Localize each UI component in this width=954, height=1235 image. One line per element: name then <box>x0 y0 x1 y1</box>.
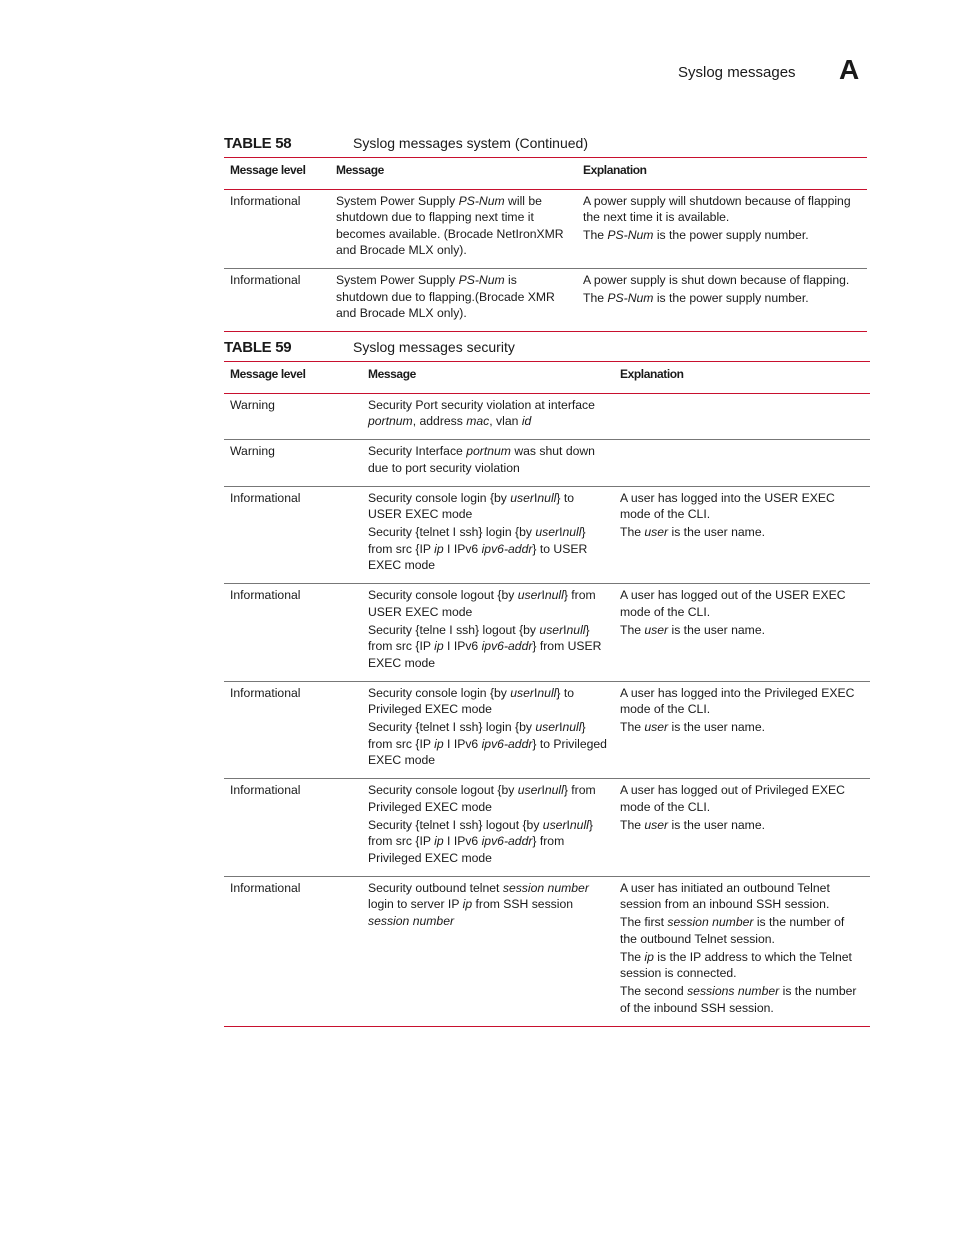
text-run: is the number of the inbound SSH session. <box>620 984 857 1015</box>
text-run: } from USER EXEC mode <box>368 588 596 619</box>
variable-text: null <box>569 817 589 832</box>
explanation-cell-paragraph <box>583 290 861 307</box>
text-run: , vlan <box>489 414 522 428</box>
variable-text: portnum <box>368 414 413 428</box>
variable-text: null <box>537 490 557 505</box>
variable-text: PS-Num <box>607 291 654 305</box>
text-run: I <box>534 685 538 700</box>
message-cell-paragraph <box>368 397 608 430</box>
variable-text: null <box>537 685 557 700</box>
text-run: } to USER EXEC mode <box>368 541 588 572</box>
variable-text: user <box>644 525 669 539</box>
table-row <box>224 486 870 584</box>
message-cell <box>330 269 577 332</box>
explanation-cell-paragraph <box>620 914 864 947</box>
text-run: A user has logged out of the USER EXEC mode of the CLI. <box>620 588 846 619</box>
message-level-cell: Warning <box>230 397 275 412</box>
text-run: is the user name. <box>668 622 765 637</box>
text-run: A user has initiated an outbound Telnet session from an inbound SSH session. <box>620 880 830 911</box>
table-row <box>224 189 867 269</box>
variable-text: mac <box>466 414 490 428</box>
variable-text: user <box>517 783 542 797</box>
text-run: is the IP address to which the Telnet session is connected. <box>620 949 852 980</box>
variable-text: ip <box>434 736 444 751</box>
variable-text: ip <box>462 897 473 911</box>
message-level-cell: Informational <box>230 588 301 602</box>
variable-text: session number <box>667 915 754 929</box>
message-cell-paragraph <box>368 622 608 672</box>
text-run: The <box>620 622 645 637</box>
table-row <box>224 584 870 682</box>
variable-text: null <box>562 720 582 734</box>
variable-text: user <box>644 622 669 637</box>
variable-text: session number <box>368 913 455 928</box>
column-header: Message <box>336 163 384 177</box>
explanation-cell <box>614 681 870 779</box>
table-row <box>224 876 870 1026</box>
variable-text: ip <box>644 949 654 964</box>
text-run: The <box>583 228 608 242</box>
text-run: Security console login {by <box>368 490 511 505</box>
variable-text: null <box>544 783 564 797</box>
table-title: Syslog messages security <box>353 339 515 355</box>
text-run: I <box>559 525 563 539</box>
explanation-cell <box>614 393 870 440</box>
variable-text: id <box>521 414 532 428</box>
message-level-cell: Informational <box>230 685 301 700</box>
text-run: The <box>620 949 645 964</box>
text-run: } from src {IP <box>368 720 586 751</box>
text-run: , address <box>412 414 467 428</box>
message-level-cell: Informational <box>230 273 301 287</box>
text-run: } from USER EXEC mode <box>368 639 602 670</box>
message-cell-paragraph <box>368 817 608 867</box>
column-header: Explanation <box>620 367 684 381</box>
variable-text: sessions number <box>687 984 780 998</box>
text-run: } from src {IP <box>368 622 590 653</box>
variable-text: PS-Num <box>607 228 654 242</box>
explanation-cell-paragraph <box>620 587 864 620</box>
table-label: TABLE 59 <box>224 339 292 356</box>
text-run: is the user name. <box>668 720 765 734</box>
text-run: is shutdown due to flapping.(Brocade XMR and Brocade MLX only). <box>336 273 555 320</box>
table-title: Syslog messages system (Continued) <box>353 135 588 151</box>
text-run: I IPv6 <box>443 639 482 653</box>
text-run: } from Privileged EXEC mode <box>368 783 596 814</box>
text-run: Security {telnet I ssh} login {by <box>368 525 536 539</box>
explanation-cell-paragraph <box>620 719 864 736</box>
text-run: I <box>541 783 545 797</box>
table-58-caption <box>224 135 588 152</box>
text-run: Security Interface <box>368 444 467 458</box>
text-run: } from src {IP <box>368 817 593 848</box>
explanation-cell-paragraph <box>620 782 864 815</box>
explanation-cell-paragraph <box>620 490 864 523</box>
variable-text: user <box>510 490 534 505</box>
table-row <box>224 269 867 332</box>
variable-text: user <box>539 622 564 637</box>
explanation-cell-paragraph <box>620 817 864 834</box>
explanation-cell-paragraph <box>583 227 861 244</box>
message-cell-paragraph <box>368 443 608 476</box>
message-cell-paragraph <box>368 490 608 523</box>
explanation-cell-paragraph <box>620 949 864 982</box>
message-level-cell: Informational <box>230 880 301 895</box>
variable-text: ipv6-addr <box>481 639 533 653</box>
message-cell-paragraph <box>368 524 608 574</box>
variable-text: ipv6-addr <box>481 541 533 556</box>
text-run: login to server IP <box>368 897 463 911</box>
text-run: The second <box>620 984 688 998</box>
table-58 <box>224 157 867 332</box>
text-run: is the user name. <box>668 817 765 832</box>
variable-text: ip <box>434 639 444 653</box>
variable-text: user <box>535 525 560 539</box>
text-run: Security {telnet I ssh} login {by <box>368 720 536 734</box>
text-run: will be shutdown due to flapping next time it becomes available. (Brocade NetIronXMR and Brocade MLX only). <box>336 193 564 257</box>
text-run: Security {telne I ssh} logout {by <box>368 622 540 637</box>
text-run: I IPv6 <box>443 736 482 751</box>
variable-text: user <box>542 817 567 832</box>
message-cell-paragraph <box>368 587 608 620</box>
message-level-cell: Informational <box>230 490 301 505</box>
text-run: I <box>563 622 567 637</box>
text-run: The <box>620 525 645 539</box>
column-header: Message level <box>230 163 306 177</box>
appendix-letter: A <box>839 54 860 85</box>
text-run: I IPv6 <box>443 541 482 556</box>
message-cell <box>362 584 614 682</box>
text-run: was shut down due to port security violation <box>368 444 595 475</box>
text-run: A user has logged out of Privileged EXEC mode of the CLI. <box>620 783 845 814</box>
table-row <box>224 393 870 440</box>
variable-text: ip <box>434 834 444 848</box>
text-run: A user has logged into the USER EXEC mode of the CLI. <box>620 490 835 521</box>
variable-text: user <box>644 720 669 734</box>
explanation-cell <box>614 440 870 487</box>
message-cell <box>362 486 614 584</box>
table-header-row <box>224 362 870 394</box>
explanation-cell-paragraph <box>620 524 864 541</box>
variable-text: user <box>535 720 560 734</box>
column-header: Message level <box>230 367 306 381</box>
message-cell <box>362 779 614 877</box>
message-cell-paragraph <box>368 685 608 718</box>
variable-text: user <box>510 685 534 700</box>
variable-text: PS-Num <box>458 273 505 287</box>
message-cell-paragraph <box>368 782 608 815</box>
text-run: I IPv6 <box>443 834 482 848</box>
explanation-cell <box>614 876 870 1026</box>
text-run: } from src {IP <box>368 525 586 556</box>
message-cell <box>362 876 614 1026</box>
explanation-cell <box>614 779 870 877</box>
text-run: A power supply is shut down because of flapping. <box>583 273 850 287</box>
table-59 <box>224 361 870 1027</box>
text-run: The <box>620 817 645 832</box>
variable-text: null <box>544 588 564 602</box>
text-run: A user has logged into the Privileged EXEC mode of the CLI. <box>620 685 855 716</box>
variable-text: ipv6-addr <box>481 736 533 751</box>
text-run: Security console login {by <box>368 685 511 700</box>
text-run: } to Privileged EXEC mode <box>368 736 607 767</box>
text-run: I <box>566 817 570 832</box>
text-run: The <box>583 291 608 305</box>
message-cell <box>362 681 614 779</box>
message-cell-paragraph <box>368 880 608 930</box>
explanation-cell <box>614 486 870 584</box>
text-run: Security console logout {by <box>368 588 518 602</box>
variable-text: PS-Num <box>458 193 505 208</box>
table-label: TABLE 58 <box>224 135 292 152</box>
text-run: I <box>534 490 538 505</box>
column-header: Message <box>368 367 416 381</box>
message-level-cell: Warning <box>230 444 275 458</box>
message-level-cell: Informational <box>230 783 301 797</box>
text-run: Security outbound telnet <box>368 880 503 895</box>
text-run: A power supply will shutdown because of flapping the next time it is available. <box>583 193 851 224</box>
text-run: Security Port security violation at interface <box>368 397 595 412</box>
explanation-cell-paragraph <box>620 880 864 913</box>
explanation-cell-paragraph <box>620 622 864 639</box>
text-run: System Power Supply <box>336 193 459 208</box>
section-title: Syslog messages <box>678 64 796 81</box>
text-run: Security {telnet I ssh} logout {by <box>368 817 543 832</box>
message-cell-paragraph <box>336 272 571 322</box>
variable-text: ipv6-addr <box>481 834 533 848</box>
text-run: is the power supply number. <box>653 228 809 242</box>
text-run: The <box>620 720 645 734</box>
text-run: System Power Supply <box>336 273 459 287</box>
variable-text: portnum <box>466 444 511 458</box>
table-row <box>224 779 870 877</box>
text-run: Security console logout {by <box>368 783 518 797</box>
text-run: from SSH session <box>472 897 574 911</box>
text-run: is the number of the outbound Telnet session. <box>620 915 845 946</box>
text-run: is the power supply number. <box>653 291 809 305</box>
variable-text: session number <box>502 880 589 895</box>
variable-text: null <box>562 525 582 539</box>
variable-text: null <box>566 622 586 637</box>
explanation-cell-paragraph <box>583 272 861 289</box>
text-run: I <box>541 588 545 602</box>
message-cell-paragraph <box>368 719 608 769</box>
message-level-cell: Informational <box>230 193 301 208</box>
table-header-row <box>224 158 867 190</box>
explanation-cell <box>577 269 867 332</box>
text-run: } from Privileged EXEC mode <box>368 834 565 865</box>
column-header: Explanation <box>583 163 647 177</box>
message-cell <box>362 393 614 440</box>
explanation-cell-paragraph <box>620 983 864 1016</box>
text-run: The first <box>620 915 668 929</box>
variable-text: user <box>644 817 669 832</box>
variable-text: user <box>517 588 542 602</box>
table-59-caption <box>224 339 515 356</box>
explanation-cell-paragraph <box>583 193 861 226</box>
table-row <box>224 440 870 487</box>
message-cell-paragraph <box>336 193 571 259</box>
text-run: } to USER EXEC mode <box>368 490 574 521</box>
explanation-cell <box>614 584 870 682</box>
table-row <box>224 681 870 779</box>
message-cell <box>362 440 614 487</box>
explanation-cell <box>577 189 867 269</box>
variable-text: ip <box>434 541 444 556</box>
explanation-cell-paragraph <box>620 685 864 718</box>
text-run: } to Privileged EXEC mode <box>368 685 574 716</box>
message-cell <box>330 189 577 269</box>
text-run: is the user name. <box>668 525 765 539</box>
text-run: I <box>559 720 563 734</box>
